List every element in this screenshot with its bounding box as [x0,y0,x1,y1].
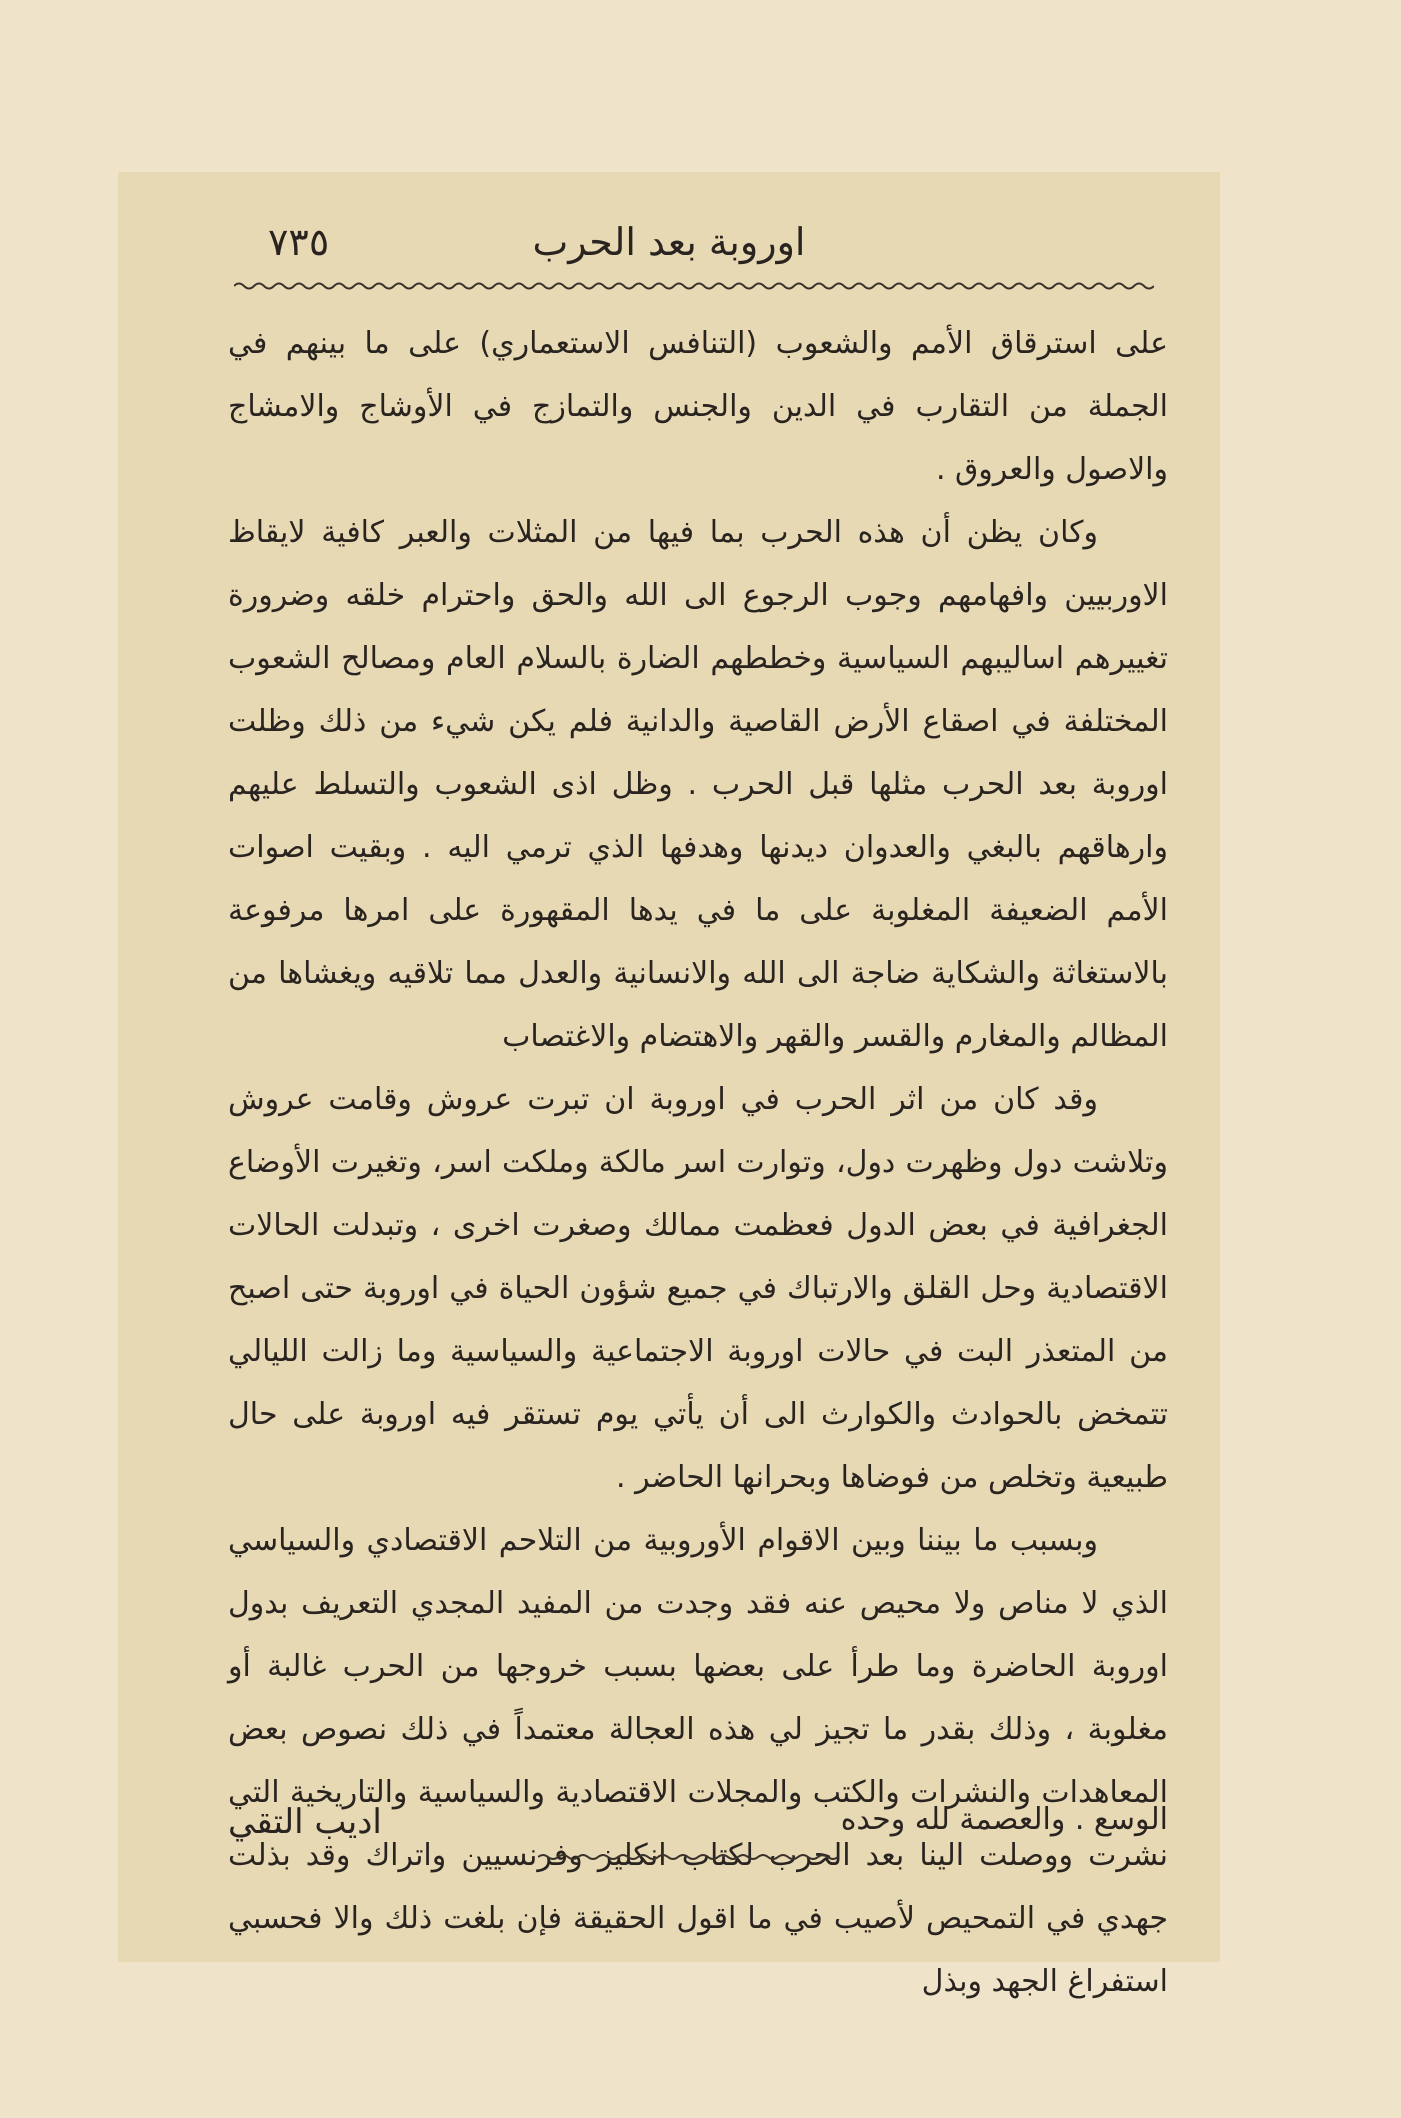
page-number: ٧٣٥ [268,220,330,264]
paragraph-3: وقد كان من اثر الحرب في اوروبة ان تبرت عروش وقامت عروش وتلاشت دول وظهرت دول، وتوارت اسر مالكة وملكت اسر، وتغيرت الأوضاع الجغرافية في بعض الدول فعظمت ممالك وصغرت اخرى ، وتبدلت الحالات الاقتصادية وحل القلق والارتباك في جميع شؤون الحياة في اوروبة حتى اصبح من المتعذر البت في حالات اوروبة الاجتماعية والسياسية وما زالت الليالي تتمخض بالحوادث والكوارث الى أن يأتي يوم تستقر فيه اوروبة على حال طبيعية وتخلص من فوضاها وبحرانها الحاضر . [228,1082,1168,1495]
paragraph-2: وكان يظن أن هذه الحرب بما فيها من المثلات والعبر كافية لايقاظ الاوربيين وافهامهم وجوب الرجوع الى الله والحق واحترام خلقه وضرورة تغييرهم اساليبهم السياسية وخططهم الضارة بالسلام العام ومصالح الشعوب المختلفة في اصقاع الأرض القاصية والدانية فلم يكن شيء من ذلك وظلت اوروبة بعد الحرب مثلها قبل الحرب . وظل اذى الشعوب والتسلط عليهم وارهاقهم بالبغي والعدوان ديدنها وهدفها الذي ترمي اليه . وبقيت اصوات الأمم الضعيفة المغلوبة على ما في يدها المقهورة على امرها مرفوعة بالاستغاثة والشكاية ضاجة الى الله والانسانية والعدل مما تلاقيه ويغشاها من المظالم والمغارم والقسر والقهر والاهتضام والاغتصاب [228,515,1168,1054]
body-text [228,312,1168,2013]
paragraph-4: وبسبب ما بيننا وبين الاقوام الأوروبية من التلاحم الاقتصادي والسياسي الذي لا مناص ولا محيص عنه فقد وجدت من المفيد المجدي التعريف بدول اوروبة الحاضرة وما طرأ على بعضها بسبب خروجها من الحرب غالبة أو مغلوبة ، وذلك بقدر ما تجيز لي هذه العجالة معتمداً في ذلك نصوص بعض المعاهدات والنشرات والكتب والمجلات الاقتصادية والسياسية والتاريخية التي نشرت ووصلت الينا بعد الحرب لكتاب انكليز وفرنسيين واتراك وقد بذلت جهدي في التمحيص لأصيب في ما اقول الحقيقة فإن بلغت ذلك والا فحسبي استفراغ الجهد وبذل [228,1523,1168,1999]
book-page [118,172,1220,1999]
paragraph-1: على استرقاق الأمم والشعوب (التنافس الاستعماري) على ما بينهم في الجملة من التقارب في الدين والجنس والتمازج في الأوشاج والامشاج والاصول والعروق . [228,326,1168,487]
header-wavy-rule [234,280,1154,292]
page-header [118,172,1220,282]
closing-line: الوسع . والعصمة لله وحده [840,1802,1168,1837]
author-signature: اديب التقي [228,1802,382,1842]
closing-wavy-rule [538,1852,838,1862]
closing-row [228,1792,1168,1862]
running-title: اوروبة بعد الحرب [532,220,806,264]
